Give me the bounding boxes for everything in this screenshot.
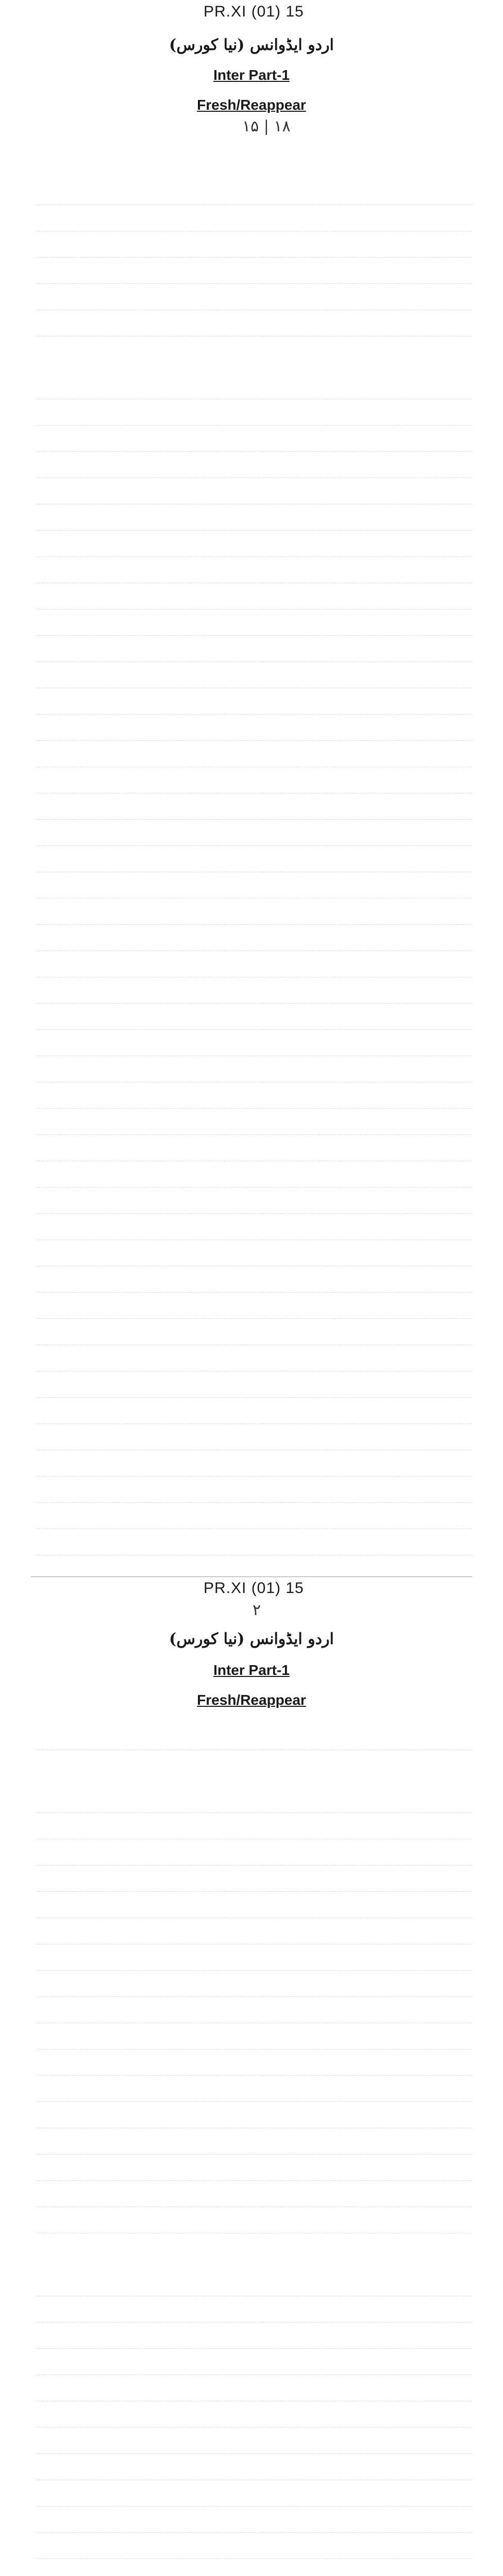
handwritten-stamp: ۲ (253, 1601, 261, 1619)
question-text-block (36, 149, 472, 1563)
paper-code: PR.XI (01) 15 (204, 1580, 304, 1597)
paper-code: PR.XI (01) 15 (204, 3, 304, 20)
handwritten-stamp: ۱۵ | ۱۸ (242, 117, 291, 135)
question-text-block (36, 1731, 472, 2576)
paper-category: Fresh/Reappear (197, 97, 306, 113)
paper-level: Inter Part-1 (213, 67, 290, 83)
exam-page-2 (0, 1577, 503, 2576)
paper-title: اردو ایڈوانس (نیا کورس) (169, 36, 334, 54)
paper-level: Inter Part-1 (213, 1662, 290, 1678)
paper-category: Fresh/Reappear (197, 1692, 306, 1708)
paper-title: اردو ایڈوانس (نیا کورس) (169, 1630, 334, 1648)
